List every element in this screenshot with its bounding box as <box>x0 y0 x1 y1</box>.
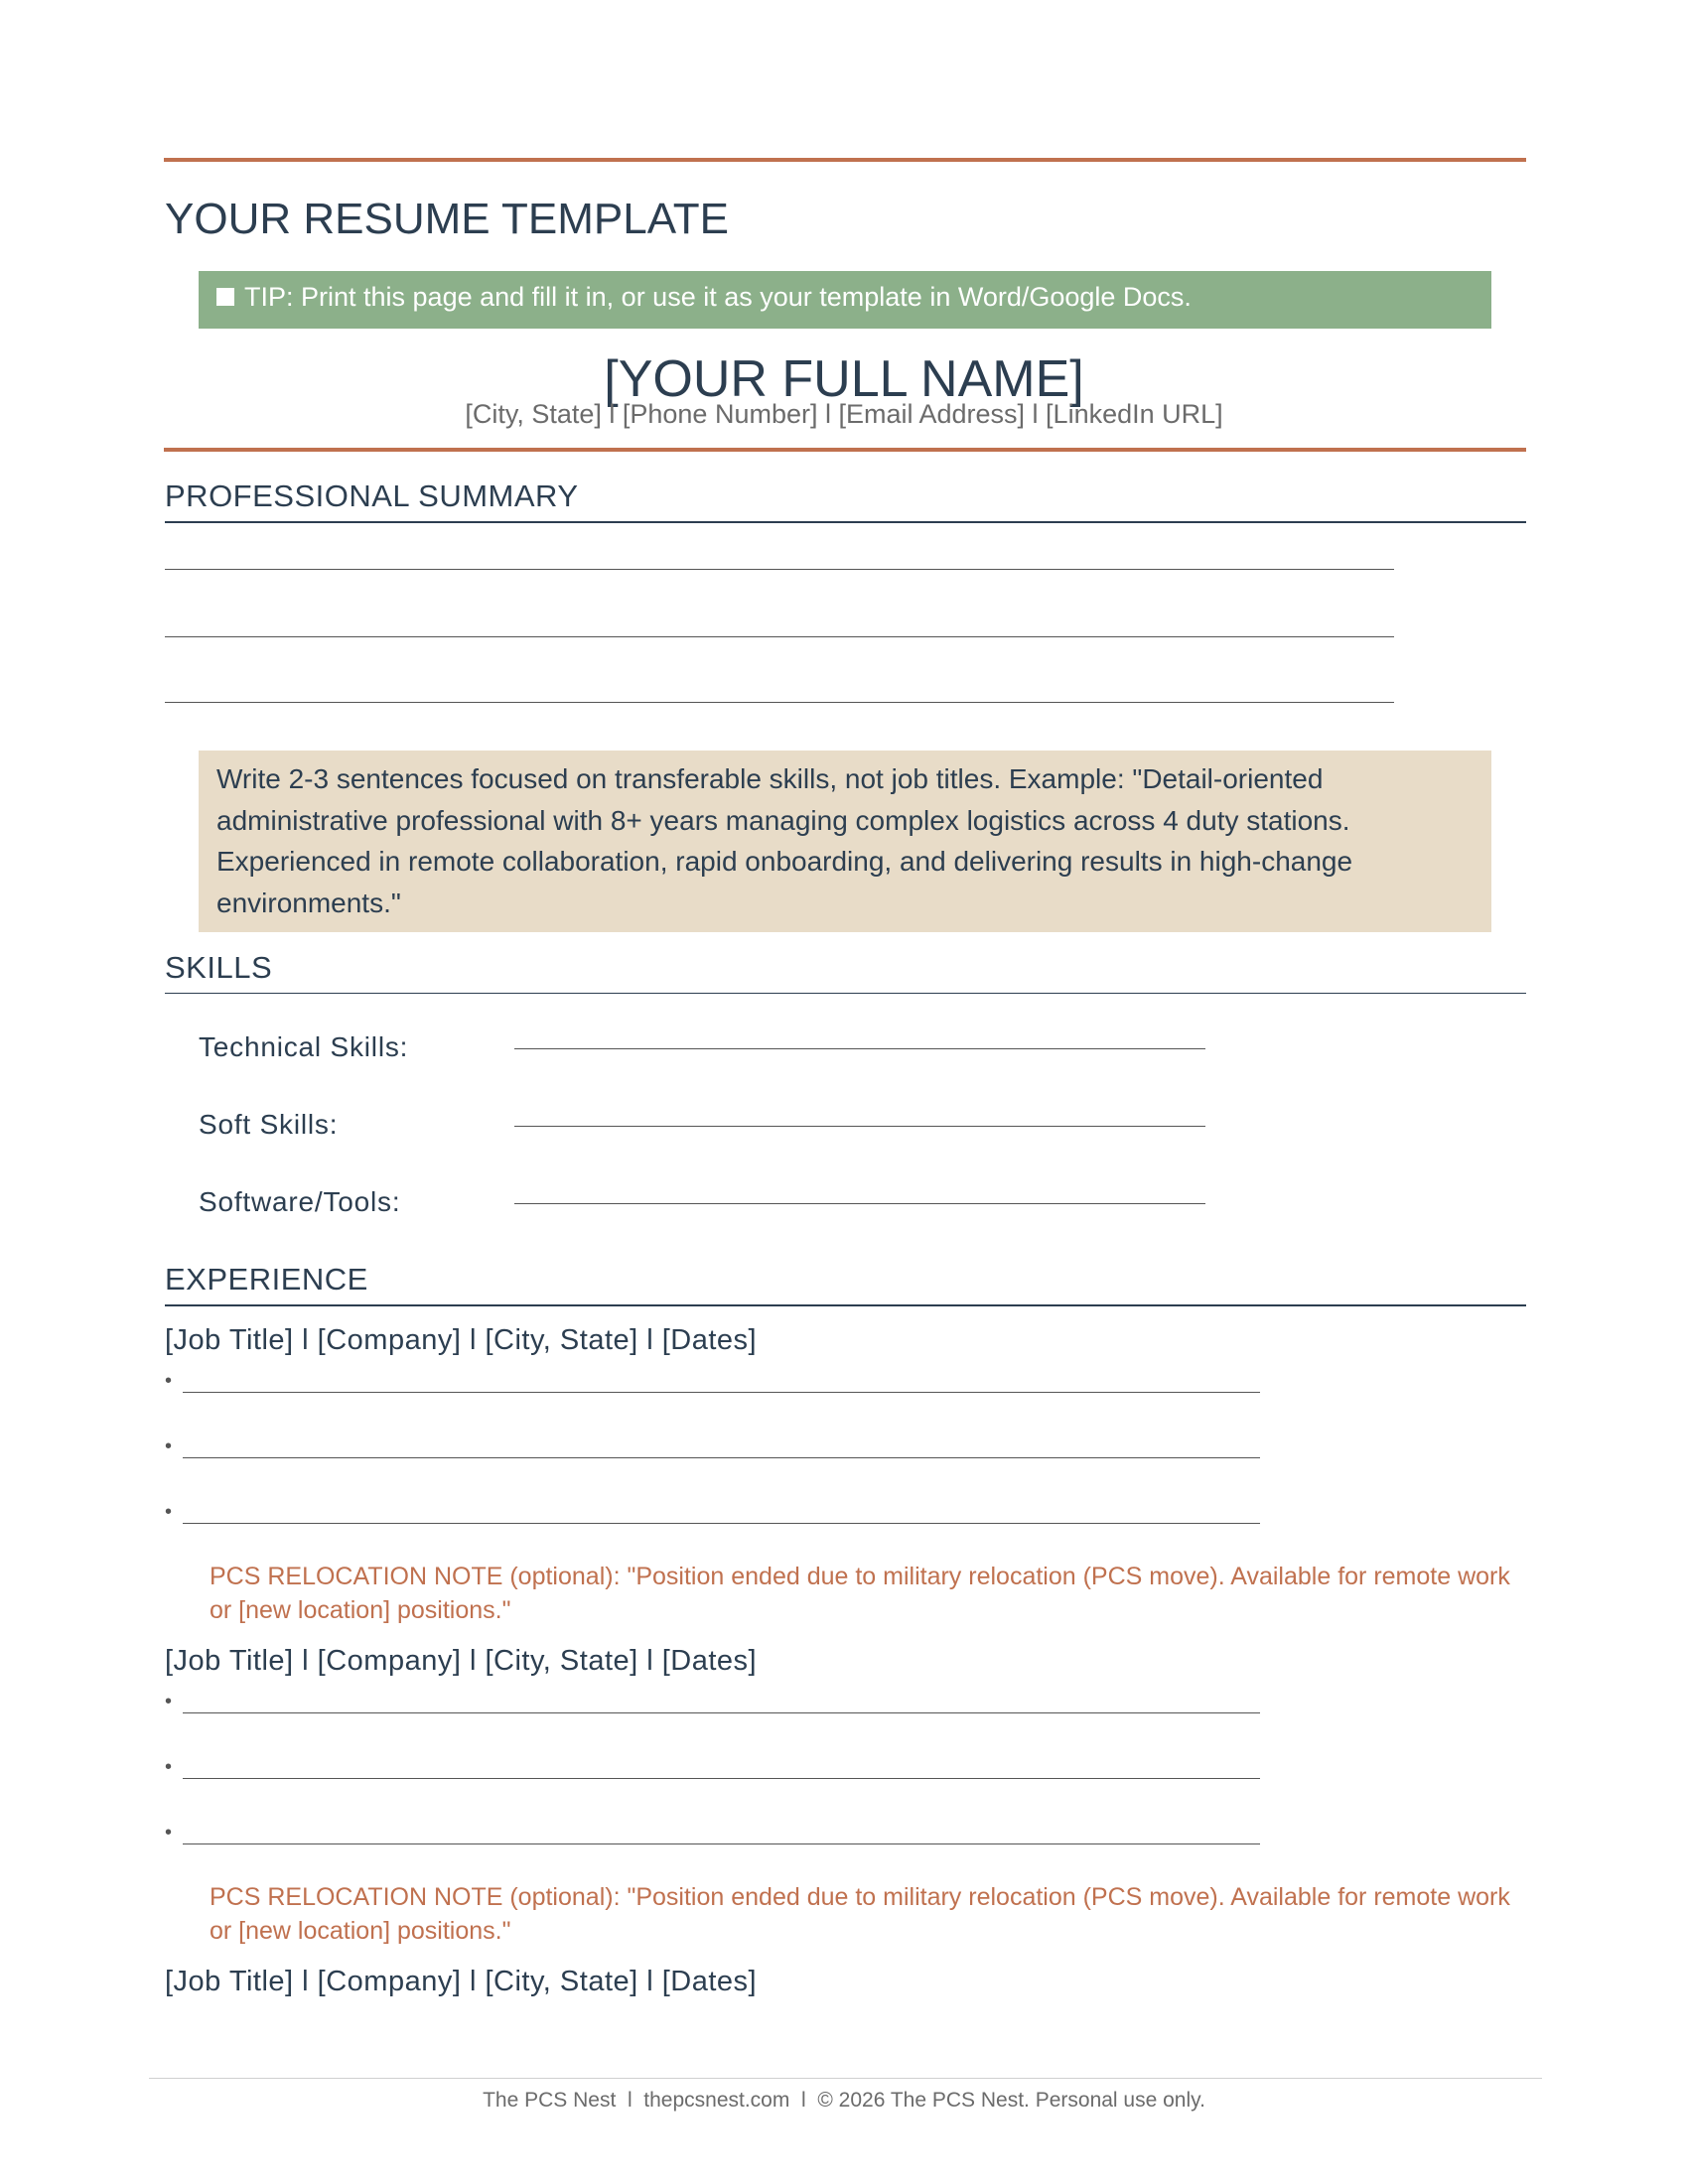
job-header: [Job Title] l [Company] l [City, State] l [Dates] <box>165 1324 758 1356</box>
experience-heading: EXPERIENCE <box>165 1262 368 1297</box>
skills-heading: SKILLS <box>165 950 273 985</box>
summary-heading-rule <box>165 521 1526 523</box>
skill-write-line <box>514 1126 1205 1127</box>
footer-rule <box>149 2078 1542 2079</box>
full-name-placeholder: [YOUR FULL NAME] <box>604 350 1084 408</box>
summary-heading: PROFESSIONAL SUMMARY <box>165 478 579 513</box>
bullet-write-line <box>183 1712 1260 1713</box>
contact-line: [City, State] l [Phone Number] l [Email Address] l [LinkedIn URL] <box>465 399 1223 429</box>
summary-write-line <box>165 569 1394 570</box>
skill-write-line <box>514 1048 1205 1049</box>
skill-label-soft: Soft Skills: <box>199 1109 339 1140</box>
summary-write-line <box>165 702 1394 703</box>
bullet-write-line <box>183 1843 1260 1844</box>
bullet-write-line <box>183 1392 1260 1393</box>
bullet-write-line <box>183 1523 1260 1524</box>
skill-label-software: Software/Tools: <box>199 1186 401 1217</box>
bullet-write-line <box>183 1778 1260 1779</box>
job-header: [Job Title] l [Company] l [City, State] l [Dates] <box>165 1645 758 1677</box>
bullet-icon: • <box>165 1370 173 1392</box>
bullet-icon: • <box>165 1501 173 1523</box>
bullet-icon: • <box>165 1756 173 1778</box>
square-bullet-icon <box>216 288 234 306</box>
job-header: [Job Title] l [Company] l [City, State] l [Dates] <box>165 1966 758 1997</box>
skill-label-technical: Technical Skills: <box>199 1031 409 1062</box>
summary-write-line <box>165 636 1394 637</box>
bullet-icon: • <box>165 1691 173 1712</box>
top-accent-rule <box>164 158 1526 162</box>
summary-hint-box: Write 2-3 sentences focused on transferable skills, not job titles. Example: "Detail-oriented administrative professional with 8+ years managing complex logistics across 4 duty stations. Experienced in remote collaboration, rapid onboarding, and delivering results in high-change environments." <box>199 751 1491 932</box>
header-bottom-rule <box>164 448 1526 452</box>
pcs-relocation-note: PCS RELOCATION NOTE (optional): "Position ended due to military relocation (PCS move). Available for remote work or [new location] positions." <box>210 1883 1510 1945</box>
pcs-relocation-note: PCS RELOCATION NOTE (optional): "Position ended due to military relocation (PCS move). Available for remote work or [new location] positions." <box>210 1563 1510 1624</box>
experience-heading-rule <box>165 1304 1526 1306</box>
bullet-icon: • <box>165 1822 173 1843</box>
tip-text: TIP: Print this page and fill it in, or use it as your template in Word/Google Docs. <box>244 282 1192 312</box>
skills-heading-rule <box>165 993 1526 994</box>
bullet-icon: • <box>165 1435 173 1457</box>
bullet-write-line <box>183 1457 1260 1458</box>
tip-banner <box>199 271 1491 329</box>
footer-text: The PCS Nest l thepcsnest.com l © 2026 The PCS Nest. Personal use only. <box>483 2089 1205 2112</box>
skill-write-line <box>514 1203 1205 1204</box>
document-title: YOUR RESUME TEMPLATE <box>165 195 730 243</box>
